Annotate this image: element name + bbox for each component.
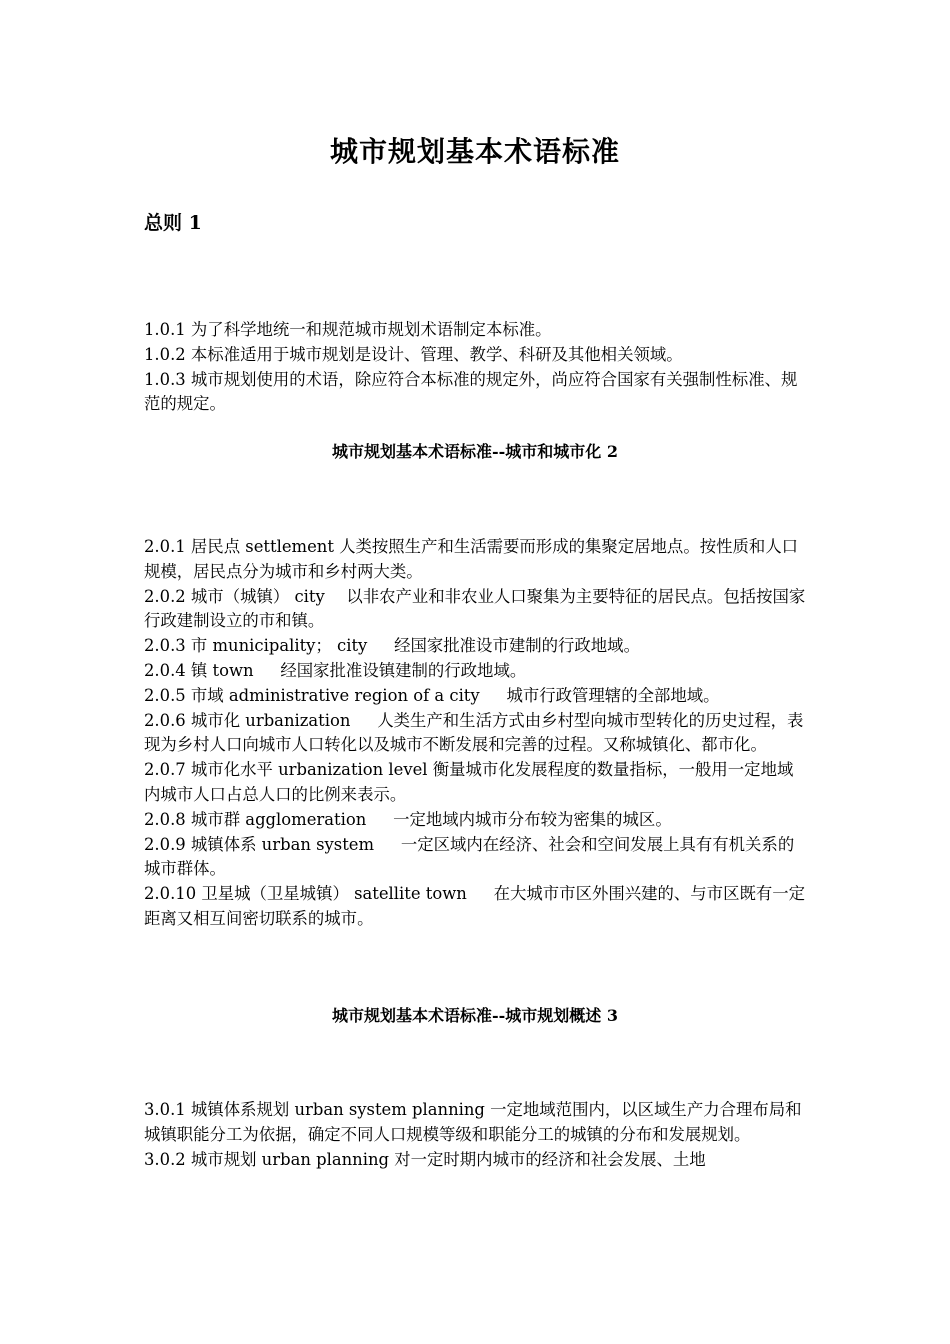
paragraph: 2.0.7 城市化水平 urbanization level 衡量城市化发展程度的数量指标，一般用一定地域内城市人口占总人口的比例来表示。: [144, 760, 794, 804]
section-heading-urbanization: 城市规划基本术语标准--城市和城市化 2: [332, 442, 618, 461]
paragraph: 2.0.6 城市化 urbanization 人类生产和生活方式由乡村型向城市型转化的历史过程，表现为乡村人口向城市人口转化以及城市不断发展和完善的过程。又称城镇化、都市化。: [144, 710, 804, 755]
paragraph: 2.0.3 市 municipality； city 经国家批准设市建制的行政地域。: [144, 636, 640, 656]
section-urbanization-body: [144, 535, 806, 932]
paragraph: 2.0.2 城市（城镇） city 以非农产业和非农业人口聚集为主要特征的居民点。包括按国家行政建制设立的市和镇。: [144, 586, 806, 631]
paragraph: 3.0.2 城市规划 urban planning 对一定时期内城市的经济和社会发展、土地: [144, 1149, 706, 1169]
section-general-body: [144, 318, 806, 417]
paragraph: 1.0.1 为了科学地统一和规范城市规划术语制定本标准。: [144, 320, 552, 339]
section-label-general: 总则 1: [144, 212, 202, 234]
paragraph: 2.0.10 卫星城（卫星城镇） satellite town 在大城市市区外围兴建的、与市区既有一定距离又相互间密切联系的城市。: [144, 884, 806, 928]
paragraph: 1.0.3 城市规划使用的术语，除应符合本标准的规定外，尚应符合国家有关强制性标准、规范的规定。: [144, 369, 798, 414]
paragraph: 2.0.9 城镇体系 urban system 一定区域内在经济、社会和空间发展上具有有机关系的城市群体。: [144, 834, 795, 879]
section-planning-overview-body: [144, 1098, 806, 1172]
paragraph: 2.0.5 市域 administrative region of a city 城市行政管理辖的全部地域。: [144, 685, 720, 705]
paragraph: 2.0.4 镇 town 经国家批准设镇建制的行政地域。: [144, 660, 527, 680]
paragraph: 2.0.8 城市群 agglomeration 一定地域内城市分布较为密集的城区。: [144, 809, 672, 829]
paragraph: 1.0.2 本标准适用于城市规划是设计、管理、教学、科研及其他相关领域。: [144, 344, 683, 364]
paragraph: 2.0.1 居民点 settlement 人类按照生产和生活需要而形成的集聚定居地点。按性质和人口规模，居民点分为城市和乡村两大类。: [144, 537, 799, 581]
document-title: 城市规划基本术语标准: [329, 135, 620, 168]
paragraph: 3.0.1 城镇体系规划 urban system planning 一定地域范围内，以区域生产力合理布局和城镇职能分工为依据，确定不同人口规模等级和职能分工的城镇的分布和发展规划。: [144, 1100, 802, 1144]
section-heading-planning-overview: 城市规划基本术语标准--城市规划概述 3: [332, 1006, 618, 1025]
